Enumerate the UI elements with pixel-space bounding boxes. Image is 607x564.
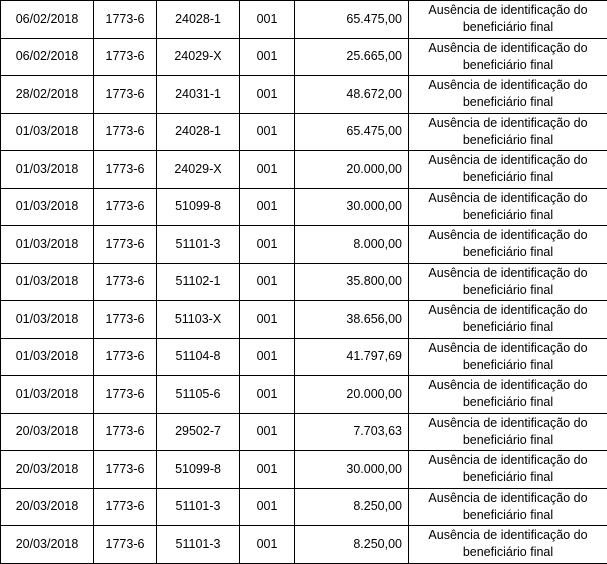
value-cell: 48.672,00 bbox=[295, 76, 409, 114]
value-cell: 65.475,00 bbox=[295, 1, 409, 39]
code-cell: 001 bbox=[240, 38, 295, 76]
table-row bbox=[1, 188, 607, 226]
reason-cell: Ausência de identificação do beneficiário final bbox=[409, 451, 607, 489]
account-cell: 29502-7 bbox=[157, 413, 240, 451]
date-cell: 20/03/2018 bbox=[1, 413, 94, 451]
table-row bbox=[1, 413, 607, 451]
value-cell: 30.000,00 bbox=[295, 188, 409, 226]
reason-cell: Ausência de identificação do beneficiário final bbox=[409, 301, 607, 339]
agency-cell: 1773-6 bbox=[94, 1, 157, 39]
account-cell: 51103-X bbox=[157, 301, 240, 339]
value-cell: 38.656,00 bbox=[295, 301, 409, 339]
code-cell: 001 bbox=[240, 526, 295, 564]
table-row bbox=[1, 1, 607, 39]
account-cell: 24029-X bbox=[157, 151, 240, 189]
reason-cell: Ausência de identificação do beneficiário final bbox=[409, 113, 607, 151]
code-cell: 001 bbox=[240, 488, 295, 526]
date-cell: 06/02/2018 bbox=[1, 1, 94, 39]
reason-cell: Ausência de identificação do beneficiário final bbox=[409, 38, 607, 76]
table-row bbox=[1, 76, 607, 114]
value-cell: 35.800,00 bbox=[295, 263, 409, 301]
account-cell: 24031-1 bbox=[157, 76, 240, 114]
agency-cell: 1773-6 bbox=[94, 113, 157, 151]
account-cell: 51104-8 bbox=[157, 338, 240, 376]
table-row bbox=[1, 301, 607, 339]
table-row bbox=[1, 451, 607, 489]
table-row bbox=[1, 488, 607, 526]
date-cell: 06/02/2018 bbox=[1, 38, 94, 76]
reason-cell: Ausência de identificação do beneficiário final bbox=[409, 263, 607, 301]
date-cell: 01/03/2018 bbox=[1, 188, 94, 226]
date-cell: 20/03/2018 bbox=[1, 451, 94, 489]
code-cell: 001 bbox=[240, 376, 295, 414]
agency-cell: 1773-6 bbox=[94, 488, 157, 526]
reason-cell: Ausência de identificação do beneficiário final bbox=[409, 1, 607, 39]
table-row bbox=[1, 113, 607, 151]
code-cell: 001 bbox=[240, 226, 295, 264]
table-row bbox=[1, 526, 607, 564]
code-cell: 001 bbox=[240, 413, 295, 451]
account-cell: 24028-1 bbox=[157, 113, 240, 151]
code-cell: 001 bbox=[240, 188, 295, 226]
reason-cell: Ausência de identificação do beneficiário final bbox=[409, 526, 607, 564]
transactions-table-body bbox=[1, 1, 607, 564]
value-cell: 30.000,00 bbox=[295, 451, 409, 489]
value-cell: 7.703,63 bbox=[295, 413, 409, 451]
agency-cell: 1773-6 bbox=[94, 76, 157, 114]
agency-cell: 1773-6 bbox=[94, 263, 157, 301]
table-row bbox=[1, 38, 607, 76]
value-cell: 8.250,00 bbox=[295, 526, 409, 564]
date-cell: 01/03/2018 bbox=[1, 113, 94, 151]
value-cell: 65.475,00 bbox=[295, 113, 409, 151]
account-cell: 51099-8 bbox=[157, 188, 240, 226]
account-cell: 51102-1 bbox=[157, 263, 240, 301]
value-cell: 20.000,00 bbox=[295, 151, 409, 189]
agency-cell: 1773-6 bbox=[94, 301, 157, 339]
agency-cell: 1773-6 bbox=[94, 413, 157, 451]
date-cell: 01/03/2018 bbox=[1, 151, 94, 189]
value-cell: 41.797,69 bbox=[295, 338, 409, 376]
value-cell: 8.000,00 bbox=[295, 226, 409, 264]
agency-cell: 1773-6 bbox=[94, 188, 157, 226]
date-cell: 28/02/2018 bbox=[1, 76, 94, 114]
code-cell: 001 bbox=[240, 263, 295, 301]
code-cell: 001 bbox=[240, 301, 295, 339]
account-cell: 51099-8 bbox=[157, 451, 240, 489]
account-cell: 51105-6 bbox=[157, 376, 240, 414]
code-cell: 001 bbox=[240, 451, 295, 489]
table-row bbox=[1, 151, 607, 189]
account-cell: 51101-3 bbox=[157, 488, 240, 526]
reason-cell: Ausência de identificação do beneficiário final bbox=[409, 488, 607, 526]
date-cell: 20/03/2018 bbox=[1, 488, 94, 526]
reason-cell: Ausência de identificação do beneficiário final bbox=[409, 151, 607, 189]
agency-cell: 1773-6 bbox=[94, 338, 157, 376]
date-cell: 01/03/2018 bbox=[1, 301, 94, 339]
reason-cell: Ausência de identificação do beneficiário final bbox=[409, 188, 607, 226]
reason-cell: Ausência de identificação do beneficiário final bbox=[409, 76, 607, 114]
account-cell: 51101-3 bbox=[157, 526, 240, 564]
date-cell: 01/03/2018 bbox=[1, 226, 94, 264]
account-cell: 51101-3 bbox=[157, 226, 240, 264]
table-row bbox=[1, 376, 607, 414]
code-cell: 001 bbox=[240, 76, 295, 114]
table-row bbox=[1, 226, 607, 264]
code-cell: 001 bbox=[240, 113, 295, 151]
agency-cell: 1773-6 bbox=[94, 526, 157, 564]
agency-cell: 1773-6 bbox=[94, 376, 157, 414]
value-cell: 20.000,00 bbox=[295, 376, 409, 414]
value-cell: 8.250,00 bbox=[295, 488, 409, 526]
code-cell: 001 bbox=[240, 338, 295, 376]
code-cell: 001 bbox=[240, 1, 295, 39]
reason-cell: Ausência de identificação do beneficiário final bbox=[409, 376, 607, 414]
account-cell: 24029-X bbox=[157, 38, 240, 76]
date-cell: 01/03/2018 bbox=[1, 338, 94, 376]
reason-cell: Ausência de identificação do beneficiário final bbox=[409, 226, 607, 264]
agency-cell: 1773-6 bbox=[94, 38, 157, 76]
account-cell: 24028-1 bbox=[157, 1, 240, 39]
agency-cell: 1773-6 bbox=[94, 451, 157, 489]
agency-cell: 1773-6 bbox=[94, 226, 157, 264]
reason-cell: Ausência de identificação do beneficiário final bbox=[409, 413, 607, 451]
table-row bbox=[1, 338, 607, 376]
date-cell: 01/03/2018 bbox=[1, 376, 94, 414]
code-cell: 001 bbox=[240, 151, 295, 189]
agency-cell: 1773-6 bbox=[94, 151, 157, 189]
reason-cell: Ausência de identificação do beneficiário final bbox=[409, 338, 607, 376]
table-row bbox=[1, 263, 607, 301]
date-cell: 20/03/2018 bbox=[1, 526, 94, 564]
date-cell: 01/03/2018 bbox=[1, 263, 94, 301]
value-cell: 25.665,00 bbox=[295, 38, 409, 76]
